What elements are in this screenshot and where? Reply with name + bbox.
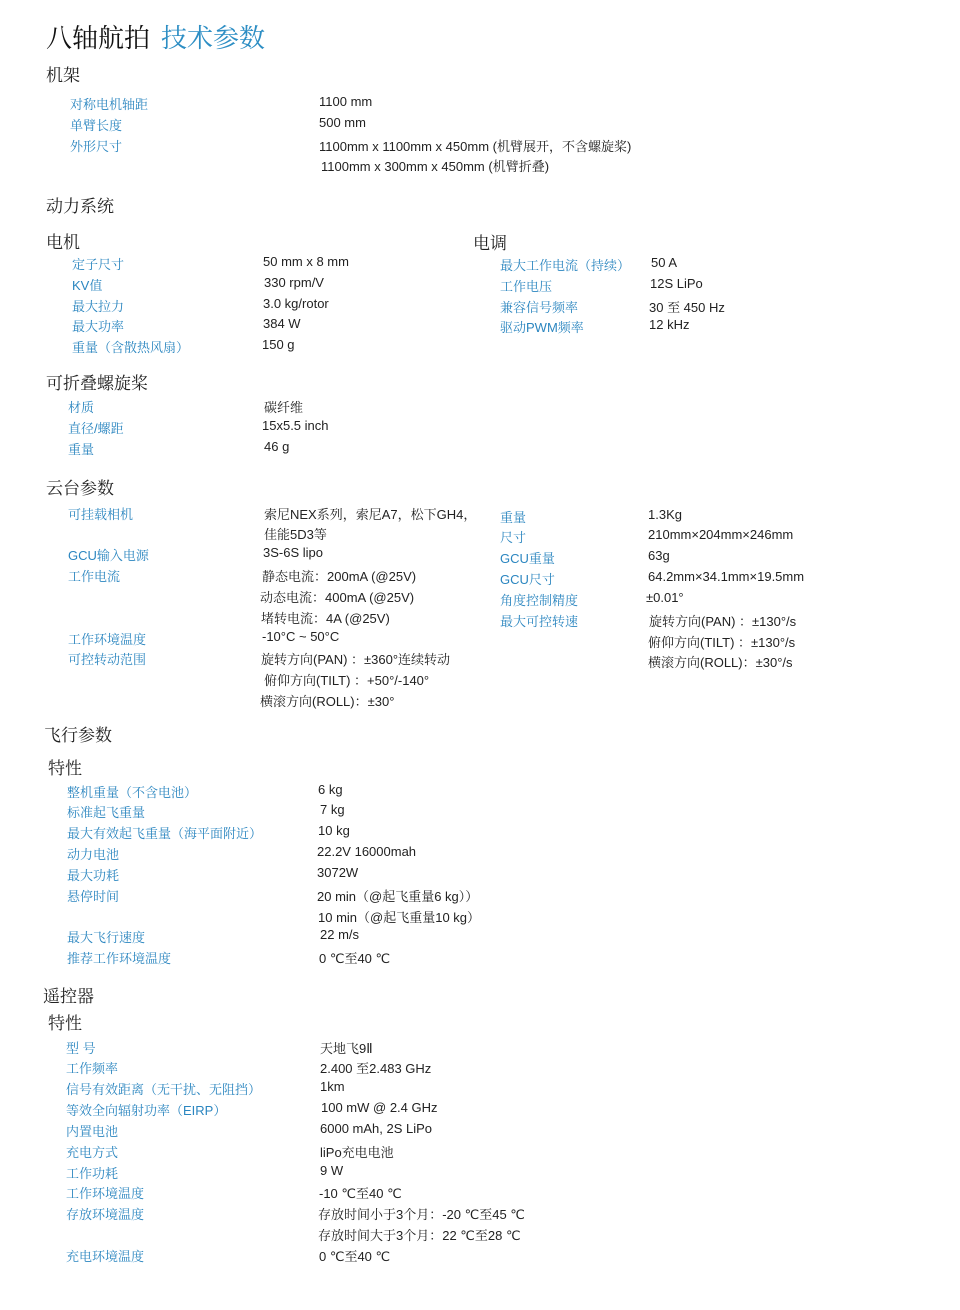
spec-label: 标准起飞重量 (67, 805, 146, 820)
spec-value: 天地飞9Ⅱ (320, 1041, 373, 1056)
spec-value: 横滚方向(ROLL)：±30°/s (648, 655, 793, 670)
spec-value: 50 mm x 8 mm (263, 254, 349, 269)
spec-label: 工作频率 (66, 1061, 119, 1076)
subsection-heading-motor: 电机 (46, 233, 80, 252)
spec-value: 46 g (264, 439, 290, 454)
spec-value: 20 min（@起飞重量6 kg）） (317, 889, 479, 904)
section-heading-flight: 飞行参数 (44, 726, 112, 745)
spec-value: 3072W (317, 865, 359, 880)
spec-label: 最大功率 (72, 319, 125, 334)
spec-value: ±0.01° (646, 590, 684, 605)
spec-value: 0 ℃至40 ℃ (319, 951, 391, 966)
spec-value: 384 W (263, 316, 301, 331)
spec-value: 1100 mm (319, 94, 373, 109)
spec-value: 存放时间大于3个月：22 ℃至28 ℃ (318, 1228, 521, 1243)
spec-label: 可控转动范围 (68, 652, 147, 667)
spec-value: 330 rpm/V (264, 275, 324, 290)
spec-value: -10°C ~ 50°C (262, 629, 340, 644)
page-subtitle: 技术参数 (161, 23, 266, 53)
spec-value: 6000 mAh, 2S LiPo (320, 1121, 433, 1136)
subsection-heading-remote-features: 特性 (48, 1014, 82, 1033)
spec-value: 1100mm x 300mm x 450mm (机臂折叠) (321, 159, 550, 174)
spec-label: 单臂长度 (70, 118, 123, 133)
spec-label: 最大有效起飞重量（海平面附近） (67, 826, 263, 841)
spec-value: 3.0 kg/rotor (263, 296, 329, 311)
spec-label: 材质 (68, 400, 95, 415)
spec-value: 1.3Kg (648, 507, 682, 522)
page-title: 八轴航拍 (46, 23, 151, 53)
spec-label: 存放环境温度 (66, 1207, 145, 1222)
spec-label: 最大拉力 (72, 299, 125, 314)
spec-label: 外形尺寸 (70, 139, 123, 154)
spec-value: 12S LiPo (650, 276, 703, 291)
spec-label: KV值 (72, 278, 103, 293)
spec-label: 工作功耗 (66, 1166, 119, 1181)
spec-label: 内置电池 (66, 1124, 119, 1139)
subsection-heading-flight-features: 特性 (48, 759, 82, 778)
spec-label: 重量（含散热风扇） (72, 340, 190, 355)
spec-label: GCU输入电源 (68, 548, 149, 563)
spec-label: 重量 (68, 442, 95, 457)
spec-value: 10 kg (318, 823, 350, 838)
spec-label: 工作电压 (500, 279, 553, 294)
spec-value: 22.2V 16000mah (317, 844, 417, 859)
spec-label: 等效全向辐射功率（EIRP） (66, 1103, 227, 1118)
spec-label: 角度控制精度 (500, 593, 579, 608)
spec-value: 63g (648, 548, 670, 563)
spec-label: 重量 (500, 510, 527, 525)
spec-value: 俯仰方向(TILT) ：±130°/s (648, 635, 796, 650)
spec-value: 2.400 至2.483 GHz (320, 1061, 432, 1076)
spec-label: 驱动PWM频率 (500, 320, 584, 335)
spec-label: 直径/螺距 (68, 421, 124, 436)
spec-value: 动态电流：400mA (@25V) (260, 590, 415, 605)
spec-value: 150 g (262, 337, 295, 352)
spec-label: 可挂载相机 (68, 507, 134, 522)
spec-label: 推荐工作环境温度 (67, 951, 172, 966)
spec-value: 15x5.5 inch (262, 418, 329, 433)
spec-label: 定子尺寸 (72, 257, 125, 272)
spec-label: 兼容信号频率 (500, 300, 579, 315)
spec-label: 最大功耗 (67, 868, 120, 883)
spec-label: 最大飞行速度 (67, 930, 146, 945)
spec-label: 最大工作电流（持续） (500, 258, 631, 273)
spec-value: 64.2mm×34.1mm×19.5mm (648, 569, 805, 584)
spec-label: 型 号 (66, 1041, 96, 1056)
spec-value: 1100mm x 1100mm x 450mm (机臂展开，不含螺旋桨) (319, 139, 632, 154)
spec-label: 悬停时间 (67, 889, 120, 904)
section-heading-frame: 机架 (46, 66, 80, 85)
spec-value: 0 ℃至40 ℃ (319, 1249, 391, 1264)
spec-label: 工作环境温度 (66, 1186, 145, 1201)
spec-value: 22 m/s (320, 927, 360, 942)
spec-value: 3S-6S lipo (263, 545, 323, 560)
spec-value: 旋转方向(PAN) ：±360°连续转动 (261, 652, 451, 667)
spec-value: 静态电流：200mA (@25V) (262, 569, 417, 584)
section-heading-remote: 遥控器 (43, 987, 94, 1006)
spec-label: 工作电流 (68, 569, 121, 584)
spec-value: 6 kg (318, 782, 343, 797)
spec-label: GCU重量 (500, 551, 555, 566)
spec-label: 信号有效距离（无干扰、无阻挡） (66, 1082, 262, 1097)
subsection-heading-propeller: 可折叠螺旋桨 (46, 374, 148, 393)
spec-value: 30 至 450 Hz (649, 300, 725, 315)
spec-value: 索尼NEX系列，索尼A7，松下GH4， (264, 507, 477, 522)
spec-value: 1km (320, 1079, 345, 1094)
spec-label: 动力电池 (67, 847, 120, 862)
section-heading-gimbal: 云台参数 (46, 479, 114, 498)
spec-value: 10 min（@起飞重量10 kg） (318, 910, 481, 925)
spec-value: 旋转方向(PAN) ：±130°/s (649, 614, 797, 629)
spec-value: 横滚方向(ROLL)：±30° (260, 694, 395, 709)
spec-value: 佳能5D3等 (264, 527, 327, 542)
spec-value: 100 mW @ 2.4 GHz (321, 1100, 438, 1115)
spec-value: 9 W (320, 1163, 344, 1178)
spec-value: 210mm×204mm×246mm (648, 527, 794, 542)
spec-label: GCU尺寸 (500, 572, 555, 587)
spec-value: 50 A (651, 255, 678, 270)
spec-value: 存放时间小于3个月：-20 ℃至45 ℃ (318, 1207, 525, 1222)
spec-value: 碳纤维 (264, 400, 304, 415)
spec-value: 7 kg (320, 802, 345, 817)
spec-value: liPo充电电池 (320, 1145, 394, 1160)
section-heading-power: 动力系统 (46, 197, 114, 216)
spec-label: 充电环境温度 (66, 1249, 145, 1264)
spec-value: 12 kHz (649, 317, 690, 332)
spec-label: 对称电机轴距 (70, 97, 149, 112)
spec-label: 整机重量（不含电池） (67, 785, 198, 800)
spec-label: 充电方式 (66, 1145, 119, 1160)
spec-value: 堵转电流：4A (@25V) (261, 611, 390, 626)
subsection-heading-esc: 电调 (473, 234, 507, 253)
spec-value: 俯仰方向(TILT) ：+50°/-140° (264, 673, 430, 688)
spec-label: 工作环境温度 (68, 632, 147, 647)
spec-value: -10 ℃至40 ℃ (319, 1186, 402, 1201)
spec-value: 500 mm (319, 115, 366, 130)
spec-label: 最大可控转速 (500, 614, 579, 629)
spec-label: 尺寸 (500, 530, 527, 545)
